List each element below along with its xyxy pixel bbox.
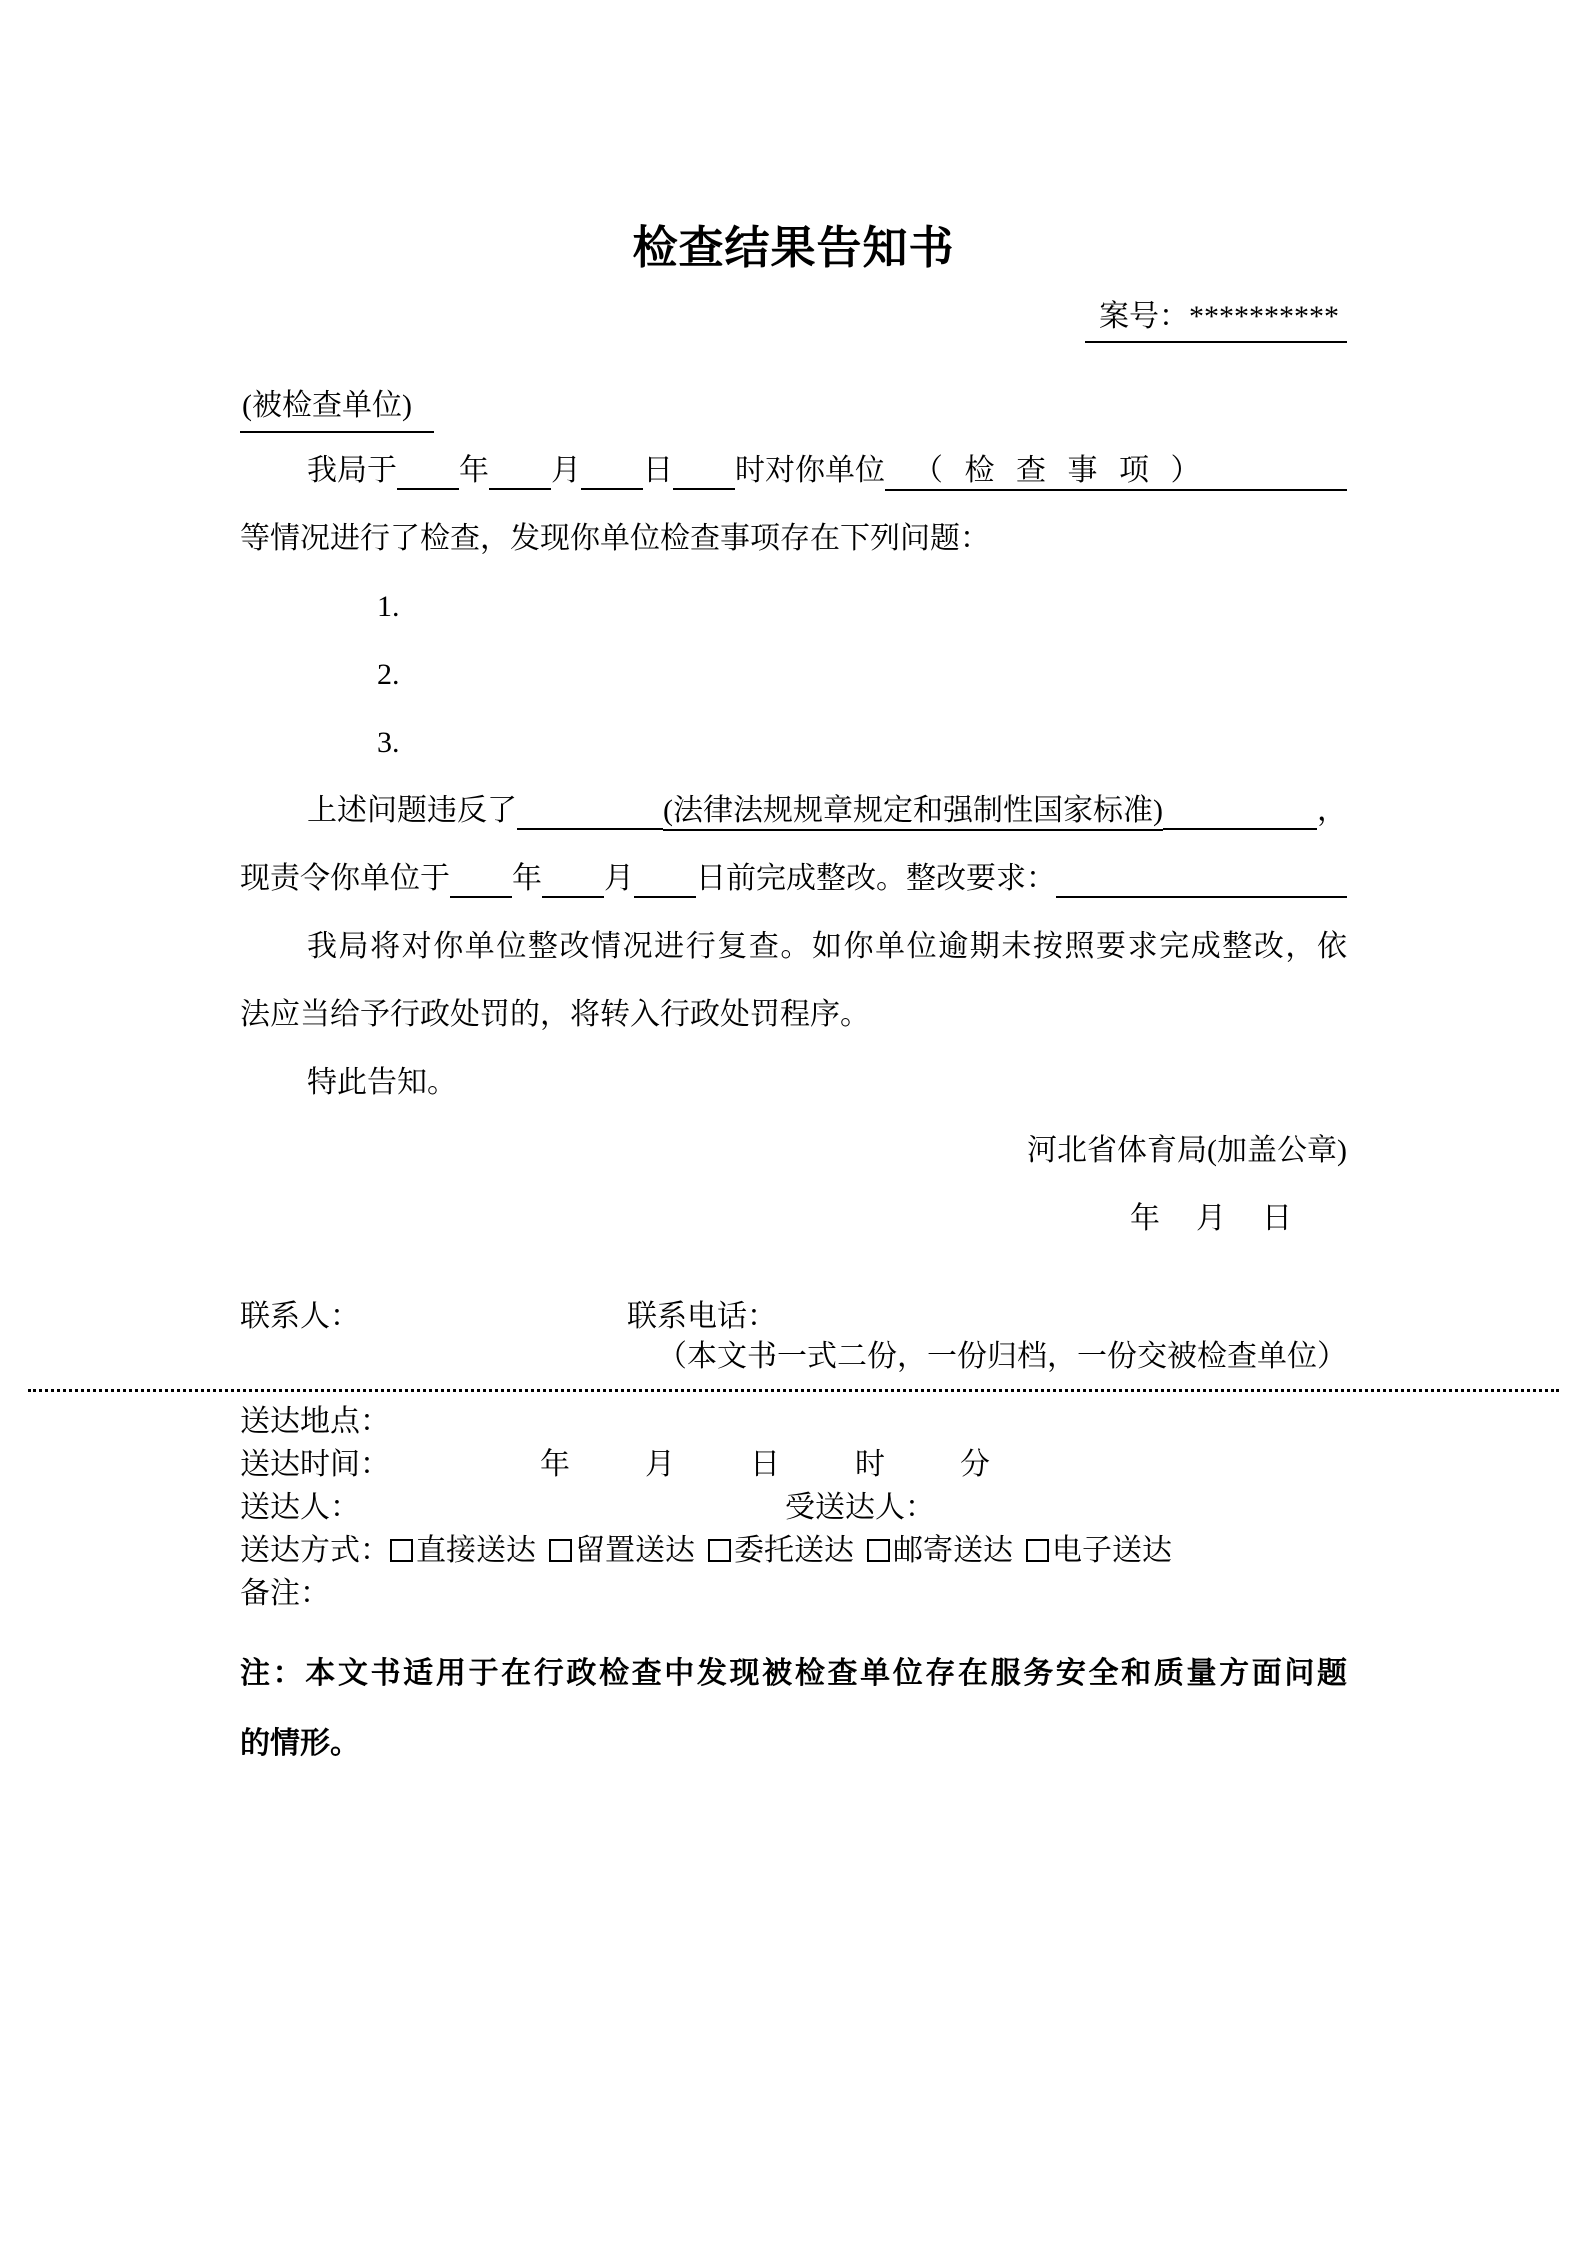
p1-after-day-text: 时对你单位	[735, 454, 885, 487]
p2-year-label: 年	[512, 862, 542, 895]
delivery-person-row	[240, 1486, 1347, 1529]
p2-line2-lead-text: 现责令你单位于	[240, 862, 450, 895]
document-body	[240, 437, 1347, 1253]
inspect-item-placeholder: （ 检 查 事 项 ）	[913, 454, 1208, 487]
paragraph-3-line-2: 法应当给予行政处罚的，将转入行政处罚程序。	[240, 998, 870, 1031]
paragraph-2-line-2	[240, 845, 1347, 913]
footnote-line-2: 的情形。	[240, 1727, 360, 1760]
closing-statement: 特此告知。	[307, 1066, 457, 1099]
blank-field-rectification-requirements[interactable]	[1056, 862, 1347, 898]
blank-field-law-after[interactable]	[1163, 794, 1317, 830]
delivery-method-label: 送达方式：	[240, 1534, 390, 1567]
blank-field-month[interactable]	[489, 454, 551, 490]
p2-line2-tail-text: 日前完成整改。整改要求：	[696, 862, 1056, 895]
sign-date-year-label: 年	[1130, 1202, 1160, 1235]
blank-field-day[interactable]	[581, 454, 643, 490]
p1-month-label: 月	[551, 454, 581, 487]
blank-field-hour[interactable]	[673, 454, 735, 490]
checkbox-lien-delivery-icon[interactable]	[549, 1539, 572, 1562]
problem-list-item-3: 3.	[377, 726, 400, 759]
problem-list-item-1: 1.	[377, 590, 400, 623]
delivery-method-mail-label: 邮寄送达	[893, 1534, 1013, 1567]
checkbox-entrusted-delivery-icon[interactable]	[708, 1539, 731, 1562]
sign-date-day-label: 日	[1262, 1202, 1292, 1235]
delivery-method-option-lien	[549, 1534, 695, 1567]
copies-note: （本文书一式二份，一份归档，一份交被检查单位）	[657, 1340, 1347, 1373]
problem-list-item-2: 2.	[377, 658, 400, 691]
delivery-method-electronic-label: 电子送达	[1052, 1534, 1172, 1567]
blank-field-deadline-year[interactable]	[450, 862, 512, 898]
p1-year-label: 年	[459, 454, 489, 487]
issuing-authority: 河北省体育局(加盖公章)	[1027, 1134, 1347, 1167]
paragraph-3-line-1: 我局将对你单位整改情况进行复查。如你单位逾期未按照要求完成整改，依	[307, 930, 1347, 963]
delivery-method-lien-label: 留置送达	[575, 1534, 695, 1567]
case-number-line	[240, 295, 1347, 343]
checkbox-direct-delivery-icon[interactable]	[390, 1539, 413, 1562]
delivery-place-label: 送达地点：	[240, 1405, 390, 1438]
footnote-line-1: 注：本文书适用于在行政检查中发现被检查单位存在服务安全和质量方面问题	[240, 1657, 1347, 1690]
case-number-field[interactable]	[1085, 295, 1347, 343]
tear-off-dotted-divider	[28, 1389, 1559, 1392]
delivery-method-row	[240, 1529, 1347, 1572]
delivery-time-label: 送达时间：	[240, 1448, 390, 1481]
p1-day-label: 日	[643, 454, 673, 487]
contact-row	[240, 1297, 1347, 1337]
p1-lead-text: 我局于	[307, 454, 397, 487]
paragraph-2-line-1	[240, 777, 1347, 845]
p2-month-label: 月	[604, 862, 634, 895]
checkbox-electronic-delivery-icon[interactable]	[1026, 1539, 1049, 1562]
remark-row	[240, 1572, 1347, 1615]
blank-field-year[interactable]	[397, 454, 459, 490]
recipient-field[interactable]: (被检查单位)	[240, 383, 434, 433]
contact-phone-label: 联系电话：	[627, 1300, 777, 1333]
p2-comma: ，	[1317, 794, 1347, 827]
delivery-method-option-entrusted	[708, 1534, 854, 1567]
checkbox-mail-delivery-icon[interactable]	[867, 1539, 890, 1562]
deliverer-label: 送达人：	[240, 1491, 360, 1524]
delivery-recipient-label: 受送达人：	[785, 1491, 935, 1524]
delivery-time-minute-label: 分	[960, 1448, 990, 1481]
case-number-value: **********	[1189, 300, 1339, 333]
law-reference-placeholder: (法律法规规章规定和强制性国家标准)	[663, 785, 1163, 831]
delivery-method-option-direct	[390, 1534, 536, 1567]
delivery-time-day-label: 日	[750, 1448, 780, 1481]
blank-field-deadline-month[interactable]	[542, 862, 604, 898]
delivery-method-direct-label: 直接送达	[416, 1534, 536, 1567]
delivery-time-month-label: 月	[645, 1448, 675, 1481]
paragraph-1-line-1	[240, 437, 1347, 505]
blank-field-deadline-day[interactable]	[634, 862, 696, 898]
blank-field-law-before[interactable]	[517, 794, 663, 830]
recipient-line	[240, 383, 1347, 433]
delivery-time-hour-label: 时	[855, 1448, 885, 1481]
sign-date-month-label: 月	[1196, 1202, 1226, 1235]
page-title: 检查结果告知书	[632, 222, 955, 273]
signature-date-line	[240, 1185, 1347, 1253]
delivery-time-row	[240, 1443, 1347, 1486]
delivery-method-entrusted-label: 委托送达	[734, 1534, 854, 1567]
remark-label: 备注：	[240, 1577, 330, 1610]
delivery-time-year-label: 年	[540, 1448, 570, 1481]
contact-person-label: 联系人：	[240, 1300, 360, 1333]
footnote-block	[240, 1639, 1347, 1779]
paragraph-1-line-2: 等情况进行了检查，发现你单位检查事项存在下列问题：	[240, 522, 990, 555]
p2-lead-text: 上述问题违反了	[307, 794, 517, 827]
delivery-method-option-mail	[867, 1534, 1013, 1567]
delivery-place-row	[240, 1400, 1347, 1443]
case-number-label: 案号：	[1099, 300, 1189, 333]
delivery-method-option-electronic	[1026, 1534, 1172, 1567]
blank-field-inspected-unit[interactable]	[885, 445, 1347, 491]
